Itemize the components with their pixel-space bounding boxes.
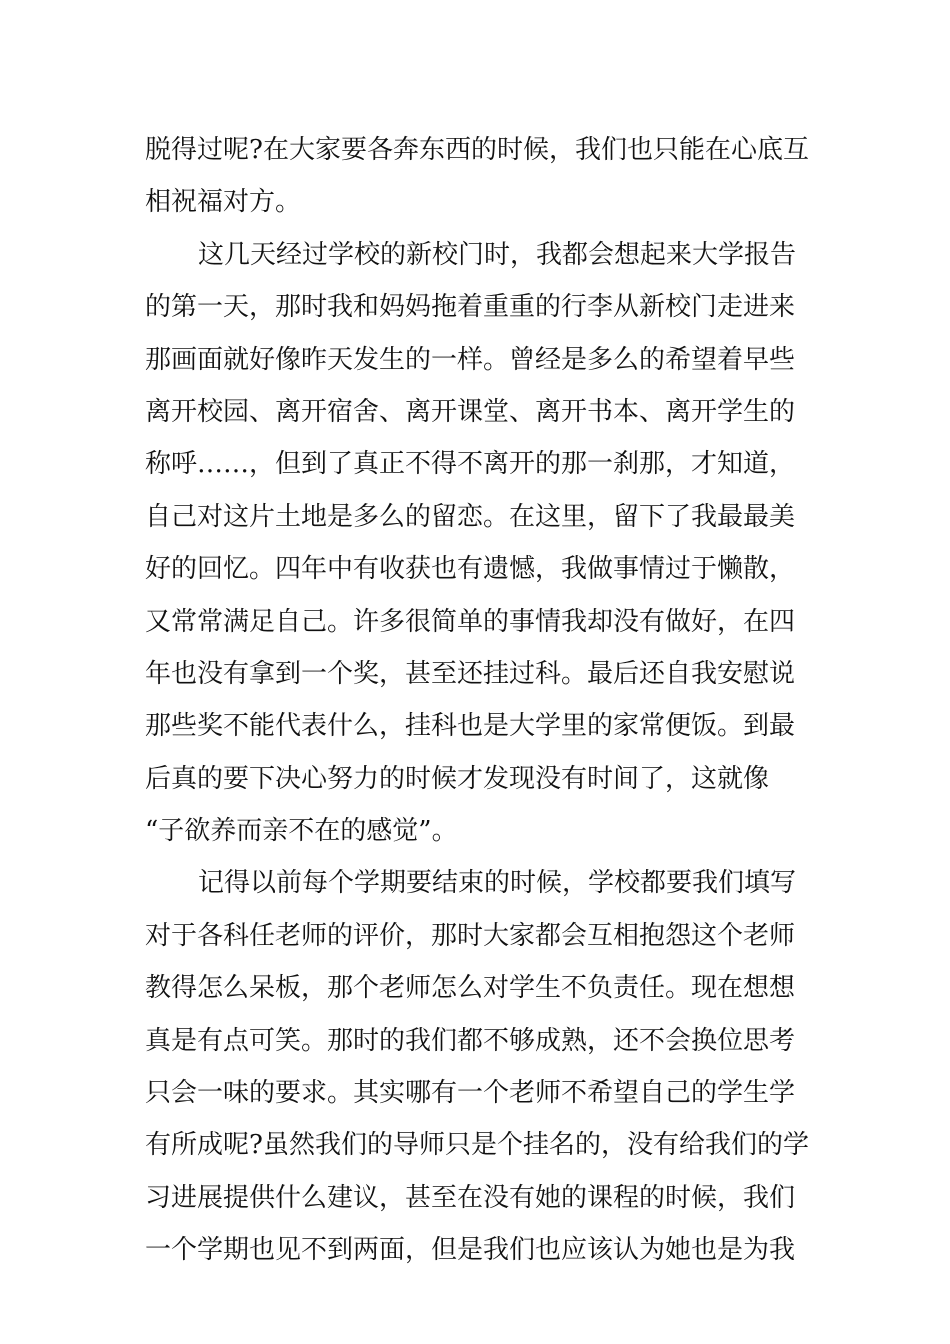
paragraph-3-line-1: 记得以前每个学期要结束的时候，学校都要我们填写	[198, 868, 797, 899]
paragraph-2-line-9: 年也没有拿到一个奖，甚至还挂过科。最后还自我安慰说	[145, 658, 796, 689]
paragraph-3-line-5: 只会一味的要求。其实哪有一个老师不希望自己的学生学	[145, 1078, 796, 1109]
paragraph-2-line-3: 那画面就好像昨天发生的一样。曾经是多么的希望着早些	[145, 344, 796, 375]
paragraph-2-line-12: “子欲养而亲不在的感觉”。	[145, 816, 458, 847]
paragraph-3-line-4: 真是有点可笑。那时的我们都不够成熟，还不会换位思考	[145, 1025, 796, 1056]
paragraph-3-line-7: 习进展提供什么建议，甚至在没有她的课程的时候，我们	[145, 1182, 796, 1213]
paragraph-2-line-5: 称呼……，但到了真正不得不离开的那一刹那，才知道，	[145, 449, 796, 480]
paragraph-2-line-1: 这几天经过学校的新校门时，我都会想起来大学报告	[198, 239, 797, 270]
document-body	[145, 124, 815, 1277]
paragraph-2-line-4: 离开校园、离开宿舍、离开课堂、离开书本、离开学生的	[145, 396, 796, 427]
paragraph-1-line-2: 相祝福对方。	[145, 187, 302, 218]
paragraph-3-line-3: 教得怎么呆板，那个老师怎么对学生不负责任。现在想想	[145, 973, 796, 1004]
paragraph-2-line-7: 好的回忆。四年中有收获也有遗憾，我做事情过于懒散，	[145, 554, 796, 585]
paragraph-3-line-8: 一个学期也见不到两面，但是我们也应该认为她也是为我	[145, 1235, 796, 1266]
paragraph-3-line-2: 对于各科任老师的评价，那时大家都会互相抱怨这个老师	[145, 920, 796, 951]
paragraph-2-line-11: 后真的要下决心努力的时候才发现没有时间了，这就像	[145, 763, 770, 794]
paragraph-2-line-8: 又常常满足自己。许多很简单的事情我却没有做好，在四	[145, 606, 796, 637]
paragraph-2-line-6: 自己对这片土地是多么的留恋。在这里，留下了我最最美	[145, 501, 796, 532]
paragraph-2-line-10: 那些奖不能代表什么，挂科也是大学里的家常便饭。到最	[145, 711, 796, 742]
paragraph-3-line-6: 有所成呢?虽然我们的导师只是个挂名的，没有给我们的学	[145, 1130, 809, 1161]
paragraph-2-line-2: 的第一天，那时我和妈妈拖着重重的行李从新校门走进来	[145, 292, 796, 323]
paragraph-1-line-1: 脱得过呢?在大家要各奔东西的时候，我们也只能在心底互	[145, 135, 809, 165]
